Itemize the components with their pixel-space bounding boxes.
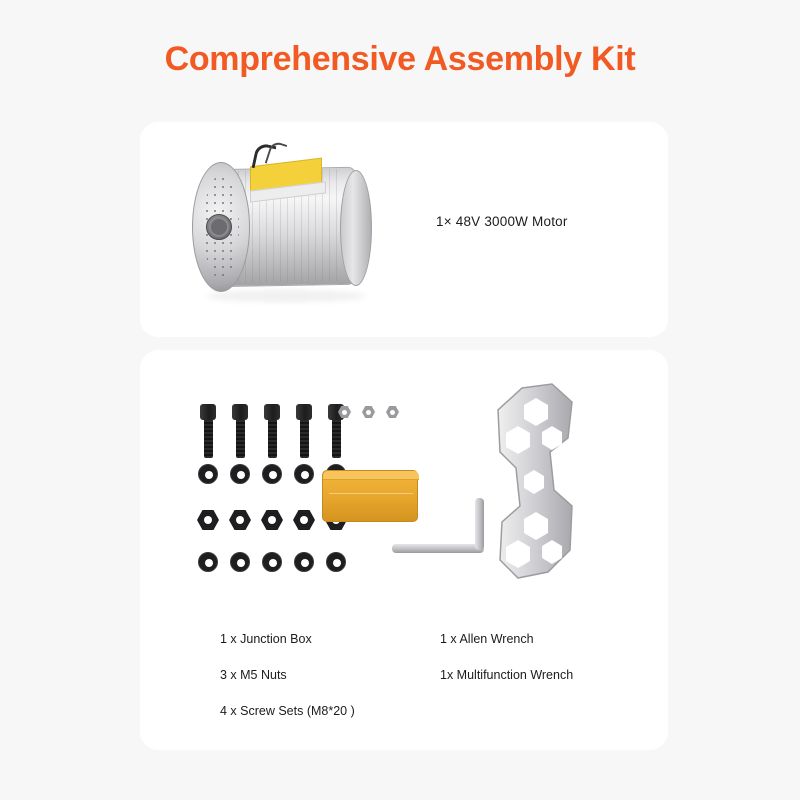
parts-item-label: 3 x M5 Nuts (220, 668, 287, 682)
m5-nut-icon (386, 406, 399, 418)
washer-icon (230, 552, 250, 572)
page-title: Comprehensive Assembly Kit (164, 40, 636, 78)
washer-icon (294, 464, 314, 484)
washer-icon (230, 464, 250, 484)
brushless-motor-image (180, 140, 400, 320)
motor-card (140, 122, 668, 337)
m5-nut-icon (362, 406, 375, 418)
hardware-parts-image (196, 382, 616, 612)
motor-right-endcap (340, 170, 372, 287)
parts-item-label: 1x Multifunction Wrench (440, 668, 574, 682)
bolt-icon (296, 404, 312, 458)
allen-wrench-icon (392, 498, 492, 558)
washer-icon (294, 552, 314, 572)
washer-icon (198, 464, 218, 484)
hex-nut-icon (261, 510, 283, 530)
motor-caption: 1× 48V 3000W Motor (436, 214, 568, 229)
washer-icon (262, 552, 282, 572)
hex-nut-icon (293, 510, 315, 530)
motor-sprocket-icon (211, 219, 227, 235)
washer-icon (326, 552, 346, 572)
multifunction-wrench-icon (492, 382, 582, 592)
parts-item-label: 4 x Screw Sets (M8*20 ) (220, 704, 355, 718)
hex-nut-icon (229, 510, 251, 530)
bolt-icon (232, 404, 248, 458)
bolt-icon (264, 404, 280, 458)
hex-nut-icon (197, 510, 219, 530)
bolt-icon (200, 404, 216, 458)
washer-icon (262, 464, 282, 484)
parts-item-label: 1 x Junction Box (220, 632, 312, 646)
parts-card (140, 350, 668, 750)
parts-item-label: 1 x Allen Wrench (440, 632, 534, 646)
motor-shadow (206, 290, 366, 302)
washer-icon (198, 552, 218, 572)
